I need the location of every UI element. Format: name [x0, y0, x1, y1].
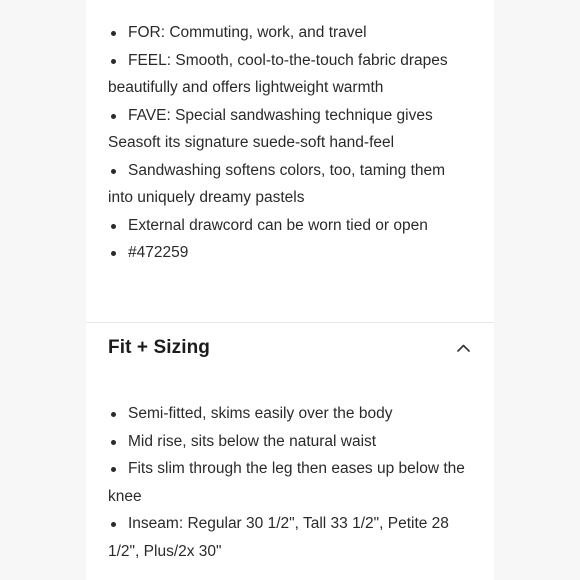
list-item-text: Mid rise, sits below the natural waist [128, 432, 377, 450]
list-item [88, 157, 474, 212]
list-item [88, 428, 474, 456]
fit-sizing-accordion-header[interactable] [108, 334, 470, 362]
list-item [88, 400, 474, 428]
list-item-text: Semi-fitted, skims easily over the body [128, 405, 393, 422]
list-item-text: Sandwashing softens colors, too, taming them into uniquely dreamy pastels [108, 161, 446, 206]
fit-sizing-title: Fit + Sizing [108, 337, 211, 358]
list-item-text: Fits slim through the leg then eases up below the knee [108, 460, 465, 505]
list-item-text: #472259 [128, 244, 189, 261]
list-item-text: FOR: Commuting, work, and travel [128, 24, 367, 41]
list-item [88, 19, 474, 47]
list-item [88, 102, 474, 157]
list-item [88, 510, 474, 565]
details-list [108, 19, 474, 267]
chevron-up-icon[interactable] [456, 341, 470, 355]
list-item-text: FEEL: Smooth, cool-to-the-touch fabric drapes beautifully and offers lightweight warmth [108, 51, 448, 96]
list-item-text: FAVE: Special sandwashing technique gives Seasoft its signature suede-soft hand-feel [108, 106, 433, 151]
list-item [88, 455, 474, 510]
chevron-up-icon-svg [457, 344, 470, 352]
fit-sizing-list [108, 400, 474, 565]
section-divider [86, 322, 494, 323]
list-item [88, 212, 474, 240]
list-item-text: Inseam: Regular 30 1/2", Tall 33 1/2", Petite 28 1/2", Plus/2x 30" [108, 515, 449, 560]
list-item [88, 239, 474, 267]
list-item-text: External drawcord can be worn tied or open [128, 216, 428, 234]
product-info-panel [86, 0, 494, 580]
list-item [88, 47, 474, 102]
